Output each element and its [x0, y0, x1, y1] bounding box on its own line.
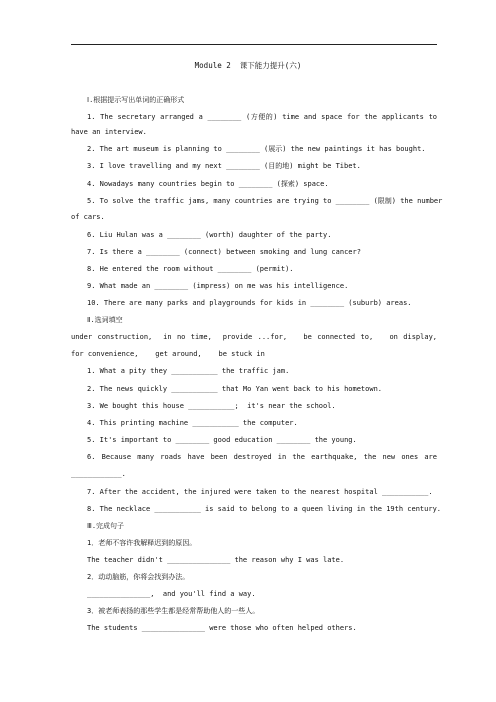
section2-heading: Ⅱ.选词填空 — [87, 316, 123, 324]
exercise-line: 5. To solve the traffic jams, many countries are trying to ________ (限制) the number — [87, 197, 443, 205]
exercise-line: 6. Because many roads have been destroyed in the earthquake, the new ones are — [87, 453, 437, 461]
exercise-line: 7. After the accident, the injured were taken to the nearest hospital ___________. — [87, 488, 433, 496]
english-sentence: The teacher didn't _______________ the reason why I was late. — [87, 556, 345, 564]
exercise-line: 2. The art museum is planning to ________ (展示) the new paintings it has bought. — [87, 145, 426, 153]
exercise-line: ____________. — [71, 470, 126, 478]
exercise-line: 2. The news quickly ___________ that Mo Yan went back to his hometown. — [87, 385, 383, 393]
exercise-line: 10. There are many parks and playgrounds for kids in ________ (suburb) areas. — [87, 299, 412, 307]
word-bank-line: for convenience, get around, be stuck in — [71, 350, 265, 358]
exercise-line: of cars. — [71, 213, 105, 221]
chinese-prompt: 1．老师不容许我解释迟到的原因。 — [87, 539, 197, 547]
section1-heading: Ⅰ.根据提示写出单词的正确形式 — [87, 96, 185, 104]
exercise-line: 1. What a pity they ___________ the traffic jam. — [87, 367, 290, 375]
exercise-line: 4. This printing machine ___________ the computer. — [87, 419, 298, 427]
chinese-prompt: 3．被老师表扬的那些学生都是经常帮助他人的一些人。 — [87, 607, 260, 615]
exercise-line: 4. Nowadays many countries begin to ________ (探索) space. — [87, 180, 329, 188]
english-sentence: _______________, and you'll find a way. — [87, 590, 256, 598]
chinese-prompt: 2．动动脑筋，你将会找到办法。 — [87, 573, 190, 581]
exercise-line: 9. What made an ________ (impress) on me was his intelligence. — [87, 282, 349, 290]
page-title: Module 2 课下能力提升(六) — [194, 61, 302, 70]
exercise-line: 7. Is there a ________ (connect) between smoking and lung cancer? — [87, 248, 361, 256]
header-rule — [71, 44, 437, 45]
exercise-line: 3. We bought this house ___________; it's near the school. — [87, 402, 336, 410]
section3-heading: Ⅲ.完成句子 — [87, 522, 125, 530]
exercise-line: have an interview. — [71, 128, 147, 136]
exercise-line: 8. The necklace ___________ is said to belong to a queen living in the 19th century. — [87, 505, 442, 513]
exercise-line: 5. It's important to ________ good education ________ the young. — [87, 436, 357, 444]
exercise-line: 8. He entered the room without ________ (permit). — [87, 265, 294, 273]
english-sentence: The students _______________ were those who often helped others. — [87, 624, 357, 632]
exercise-line: 6. Liu Hulan was a ________ (worth) daughter of the party. — [87, 231, 332, 239]
exercise-line: 3. I love travelling and my next ________ (目的地) might be Tibet. — [87, 162, 361, 170]
exercise-line: 1. The secretary arranged a ________ (方便的) time and space for the applicants to — [87, 113, 437, 121]
word-bank-line: under construction, in no time, provide ...for, be connected to, on display, — [71, 333, 437, 341]
